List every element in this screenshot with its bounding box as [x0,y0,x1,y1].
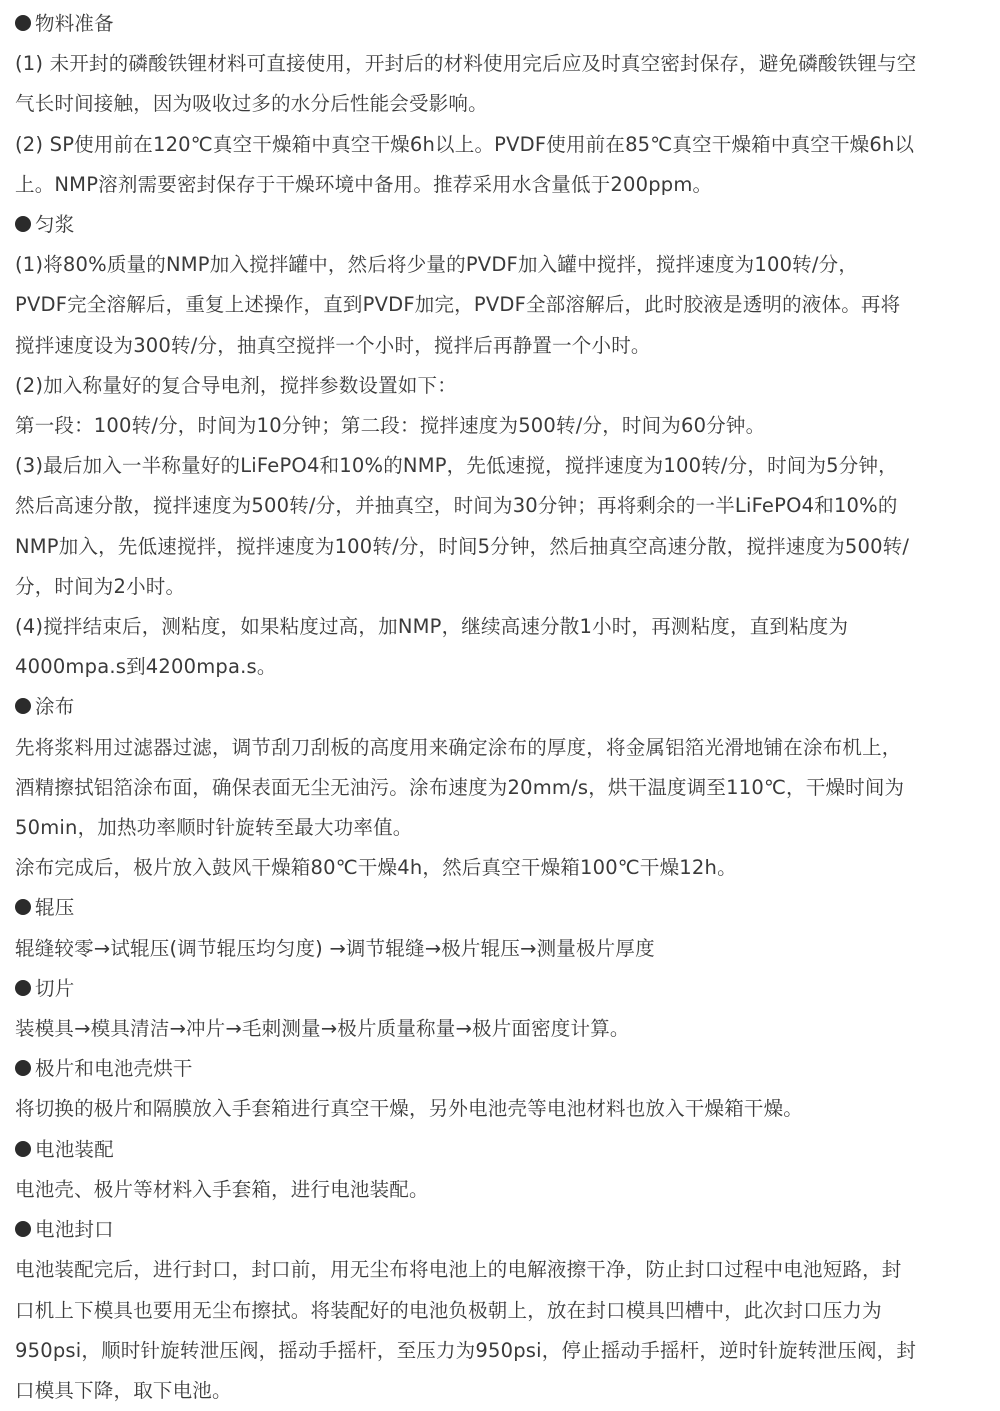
text-line: 涂布完成后，极片放入鼓风干燥箱80℃干燥4h，然后真空干燥箱100℃干燥12h。 [15,856,737,880]
text-line: 辊缝较零→试辊压(调节辊压均匀度) →调节辊缝→极片辊压→测量极片厚度 [15,936,655,960]
text-line: (3)最后加入一半称量好的LiFePO4和10%的NMP，先低速搅，搅拌速度为100转/分，时间为5分钟， [15,454,898,478]
bullet-icon [15,1221,31,1237]
heading-text: 物料准备 [35,12,114,35]
bullet-icon [15,1141,31,1157]
text-line: 950psi，顺时针旋转泄压阀，摇动手摇杆，至压力为950psi，停止摇动手摇杆，逆时针旋转泄压阀，封 [15,1338,917,1362]
section-heading [15,1049,986,1089]
text-line: 先将浆料用过滤器过滤，调节刮刀刮板的高度用来确定涂布的厚度，将金属铝箔光滑地铺在涂布机上， [15,735,902,759]
bullet-icon [15,980,31,996]
text-line: PVDF完全溶解后，重复上述操作，直到PVDF加完，PVDF全部溶解后，此时胶液是透明的液体。再将 [15,293,901,317]
text-line: 4000mpa.s到4200mpa.s。 [15,655,277,679]
text-line: 电池壳、极片等材料入手套箱，进行电池装配。 [15,1177,429,1201]
text-line: (2) SP使用前在120℃真空干燥箱中真空干燥6h以上。PVDF使用前在85℃真空干燥箱中真空干燥6h以 [15,132,915,156]
text-line: (2)加入称量好的复合导电剂，搅拌参数设置如下： [15,373,457,397]
text-line: 50min，加热功率顺时针旋转至最大功率值。 [15,816,413,840]
text-line: 气长时间接触，因为吸收过多的水分后性能会受影响。 [15,92,488,116]
section-heading [15,1210,986,1250]
text-line: 口机上下模具也要用无尘布擦拭。将装配好的电池负极朝上，放在封口模具凹槽中，此次封口压力为 [15,1298,882,1322]
bullet-icon [15,1060,31,1076]
text-line: 分，时间为2小时。 [15,574,186,598]
text-line: 口模具下降，取下电池。 [15,1378,232,1402]
section-heading [15,1130,986,1170]
text-line: 搅拌速度设为300转/分，抽真空搅拌一个小时，搅拌后再静置一个小时。 [15,333,651,357]
text-line: 第一段：100转/分，时间为10分钟；第二段：搅拌速度为500转/分，时间为60分钟。 [15,414,766,438]
text-line: 酒精擦拭铝箔涂布面，确保表面无尘无油污。涂布速度为20mm/s，烘干温度调至110℃，干燥时间为 [15,775,905,799]
heading-text: 辊压 [35,896,75,920]
bullet-icon [15,698,31,714]
heading-text: 电池装配 [35,1137,114,1161]
bullet-icon [15,899,31,915]
text-line: (1) 未开封的磷酸铁锂材料可直接使用，开封后的材料使用完后应及时真空密封保存，避免磷酸铁锂与空 [15,52,917,76]
text-line: 上。NMP溶剂需要密封保存于干燥环境中备用。推荐采用水含量低于200ppm。 [15,172,713,196]
text-line: (4)搅拌结束后，测粘度，如果粘度过高，加NMP，继续高速分散1小时，再测粘度，直到粘度为 [15,615,849,639]
text-line: 将切换的极片和隔膜放入手套箱进行真空干燥，另外电池壳等电池材料也放入干燥箱干燥。 [15,1097,804,1121]
bullet-icon [15,216,31,232]
heading-text: 电池封口 [35,1218,114,1242]
heading-text: 匀浆 [35,213,75,237]
heading-text: 极片和电池壳烘干 [35,1057,193,1081]
text-line: 然后高速分散，搅拌速度为500转/分，并抽真空，时间为30分钟；再将剩余的一半LiFePO4和10%的 [15,494,898,518]
section-heading [15,969,986,1009]
section-heading [15,687,986,727]
text-line: 装模具→模具清洁→冲片→毛刺测量→极片质量称量→极片面密度计算。 [15,1017,630,1041]
text-line: (1)将80%质量的NMP加入搅拌罐中，然后将少量的PVDF加入罐中搅拌，搅拌速度为100转/分， [15,253,859,277]
bullet-icon [15,15,31,31]
heading-text: 切片 [35,976,75,1000]
section-heading [15,4,986,44]
text-line: NMP加入，先低速搅拌，搅拌速度为100转/分，时间5分钟，然后抽真空高速分散，搅拌速度为500转/ [15,534,910,558]
section-heading [15,888,986,928]
section-heading [15,205,986,245]
text-line: 电池装配完后，进行封口，封口前，用无尘布将电池上的电解液擦干净，防止封口过程中电池短路，封 [15,1258,902,1282]
heading-text: 涂布 [35,695,75,719]
